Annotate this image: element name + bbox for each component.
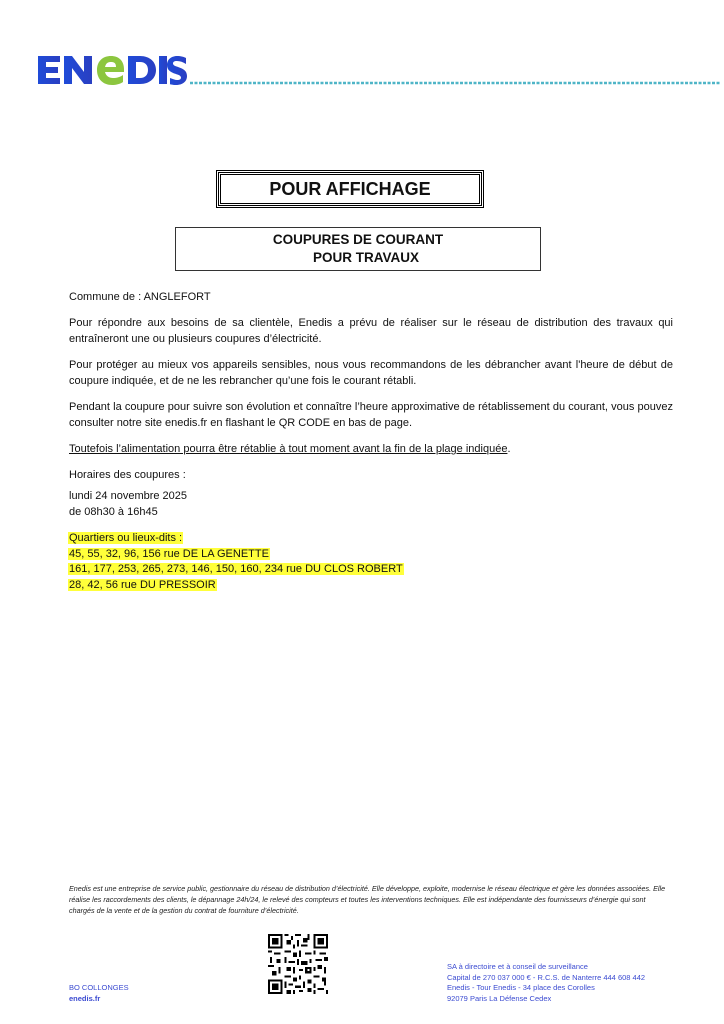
- horaires-label: Horaires des coupures :: [69, 469, 186, 481]
- footer-legal-line: Enedis - Tour Enedis - 34 place des Corolles: [447, 983, 595, 992]
- footer-disclaimer: Enedis est une entreprise de service public, gestionnaire du réseau de distribution d’électricité. Elle développe, exploite, modernise le réseau électrique et gère les données associées. Elle réalise les raccordements des clients, le dépannage 24h/24, le relevé des compteurs et toutes les interventions techniques. Elle est indépendante des fournisseurs d’énergie qui sont chargés de la vente et de la gestion du contrat de fourniture d’électricité.: [69, 884, 666, 915]
- schedule: [69, 488, 187, 520]
- schedule-time: de 08h30 à 16h45: [69, 506, 158, 518]
- paragraph-4: [69, 441, 673, 457]
- commune-line: Commune de : ANGLEFORT: [69, 291, 211, 303]
- paragraph-3: Pendant la coupure pour suivre son évolution et connaître l’heure approximative de rétablissement du courant, vous pouvez consulter notre site enedis.fr en flashant le QR CODE en bas de page.: [69, 401, 673, 429]
- schedule-date: lundi 24 novembre 2025: [69, 490, 188, 502]
- footer-legal-line: 92079 Paris La Défense Cedex: [447, 993, 552, 1003]
- page-title: POUR AFFICHAGE: [269, 178, 431, 199]
- quartiers-heading: Quartiers ou lieux-dits :: [69, 532, 183, 544]
- footer-legal-line: SA à directoire et à conseil de surveillance: [447, 962, 588, 971]
- footer-legal-info: [447, 962, 645, 1004]
- quartier-line: 28, 42, 56 rue DU PRESSOIR: [69, 578, 216, 591]
- notice-end: .: [507, 443, 511, 455]
- paragraph-1: Pour répondre aux besoins de sa clientèle, Enedis a prévu de réaliser sur le réseau de distribution des travaux qui entraîneront une ou plusieurs coupures d’électricité.: [69, 317, 673, 345]
- subtitle-line-1: COUPURES DE COURANT: [272, 232, 444, 247]
- notice-underlined: Toutefois l’alimentation pourra être rétablie à tout moment avant la fin de la plage indiquée: [69, 443, 508, 455]
- subtitle-line-2: POUR TRAVAUX: [312, 250, 419, 265]
- qr-code-icon[interactable]: [268, 934, 328, 994]
- footer-legal-line: Capital de 270 037 000 € - R.C.S. de Nanterre 444 608 442: [447, 972, 646, 982]
- quartier-line: 45, 55, 32, 96, 156 rue DE LA GENETTE: [69, 547, 269, 560]
- paragraph-2: Pour protéger au mieux vos appareils sensibles, nous vous recommandons de les débrancher avant l'heure de début de coupure indiquée, et de ne les rebrancher qu’une fois le courant rétabli.: [69, 359, 673, 387]
- quartier-line: 161, 177, 253, 265, 273, 146, 150, 160, 234 rue DU CLOS ROBERT: [69, 563, 403, 575]
- title-box: [218, 172, 482, 206]
- header-divider-line: [190, 81, 720, 85]
- footer-website-link[interactable]: enedis.fr: [69, 994, 101, 1003]
- subtitle-box: [175, 227, 541, 271]
- enedis-logo: [36, 52, 188, 88]
- body-text: [69, 289, 673, 493]
- footer-office: BO COLLONGES: [69, 983, 129, 992]
- footer-left: [69, 982, 129, 1004]
- quartiers-list: [68, 531, 404, 593]
